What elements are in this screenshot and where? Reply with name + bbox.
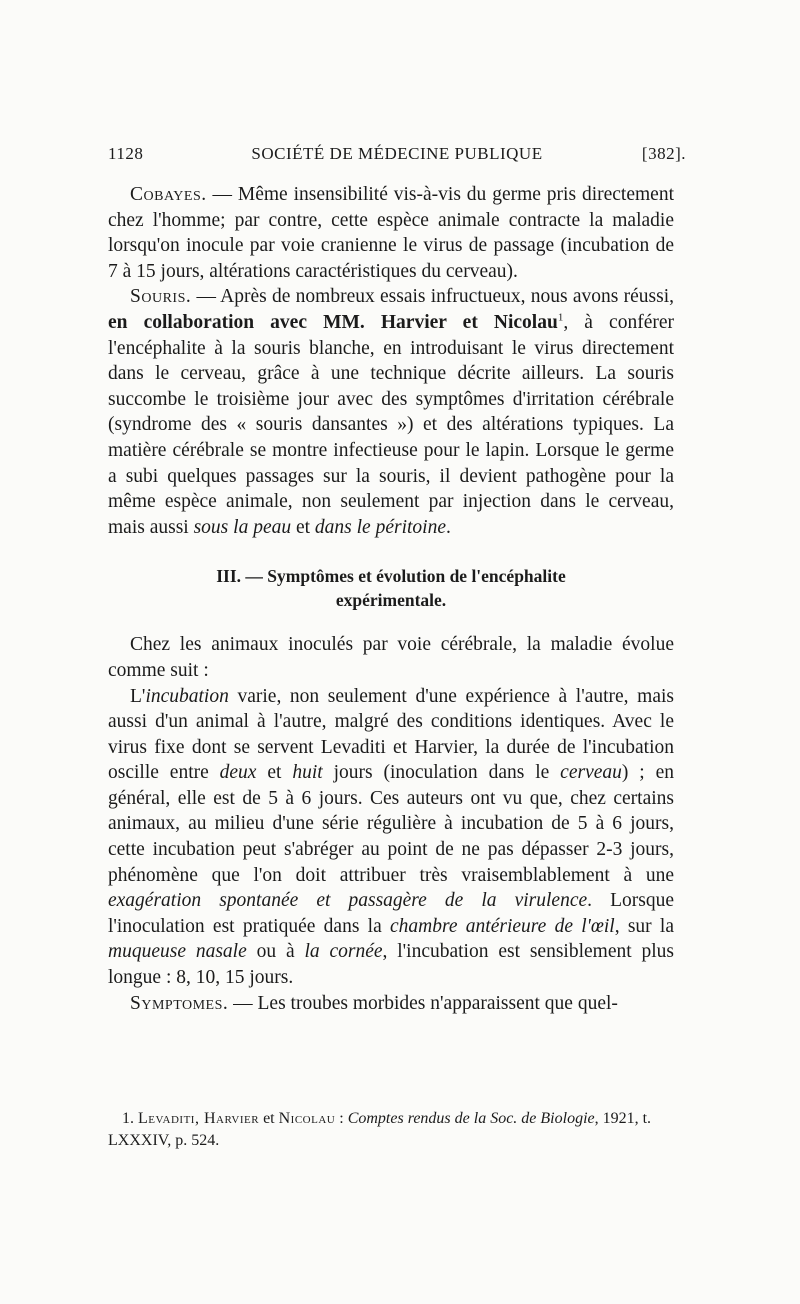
paragraph-text: , sur la — [614, 915, 675, 937]
paragraph-text: , à conférer l'encéphalite à la souris blanche, en introduisant le virus directement dans le cerveau, grâce à une technique décrite ailleurs. La souris succombe le troisième jour avec des symptômes d'irritation cérébrale (syndrome des « souris dansantes ») et des altérations typiques. La matière cérébrale se montre infectieuse pour le lapin. Lorsque le germe a subi quelques passages sur la souris, il devient pathogène pour la même espèce animale, non seulement par injection dans le cerveau, mais aussi — [108, 311, 674, 538]
paragraph-cobayes — [108, 182, 674, 284]
footnote — [108, 1108, 674, 1152]
paragraph-text: et — [256, 762, 293, 784]
footnote-author: Nicolau — [278, 1110, 336, 1127]
running-title: SOCIÉTÉ DE MÉDECINE PUBLIQUE — [251, 144, 543, 163]
italic-phrase: incubation — [145, 685, 229, 707]
paragraph-text: ) ; en général, elle est de 5 à 6 jours. Ces auteurs ont vu que, chez certains animaux, au milieu d'une série régulière à incubation de 5 à 6 jours, cette incubation peut s'abréger au point de ne pas dépasser 2-3 jours, phénomène que l'on doit attribuer très vraisemblablement à une — [108, 762, 674, 886]
section-heading-line-1: III. — Symptômes et évolution de l'encéphalite — [216, 566, 566, 587]
paragraph-text: jours (inoculation dans le — [322, 762, 561, 784]
footnote-text: , 1921, t. LXXXIV, p. 524. — [108, 1110, 652, 1149]
italic-phrase: chambre antérieure de l'œil — [390, 915, 615, 937]
text-body — [108, 182, 674, 1016]
paragraph-text: . — [446, 516, 451, 538]
italic-phrase: huit — [292, 762, 323, 784]
footnote-text: : — [335, 1110, 348, 1127]
paragraph-text: — Après de nombreux essais infructueux, nous avons réussi, — [191, 286, 674, 308]
italic-phrase: deux — [219, 762, 257, 784]
paragraph-text: — Même insensibilité vis-à-vis du germe pris directement chez l'homme; par contre, cette espèce animale contracte la maladie lorsqu'on inocule par voie cranienne le virus de passage (incubation de 7 à 15 jours, altérations caractéristiques du cerveau). — [108, 184, 674, 282]
footnote-text: et — [259, 1110, 279, 1127]
paragraph-text: ou à — [246, 941, 305, 963]
footnote-journal: Comptes rendus de la Soc. de Biologie — [347, 1110, 595, 1127]
section-heading-line-2: expérimentale. — [335, 590, 447, 611]
page-number: 1128 — [108, 144, 144, 163]
paragraph-text: , l'incubation est sensiblement plus longue : 8, 10, 15 jours. — [108, 941, 674, 989]
paragraph-term: Souris. — [130, 286, 192, 308]
paragraph-text: . Lorsque l'inoculation est pratiquée dans la — [108, 890, 674, 937]
paragraph-term: Symptomes. — [130, 992, 229, 1014]
collaboration-phrase: en collaboration avec MM. Harvier et Nicolau — [108, 311, 558, 333]
paragraph-text: et — [291, 516, 315, 538]
paragraph-text: varie, non seulement d'une expérience à l'autre, mais aussi d'un animal à l'autre, malgré des conditions identiques. Avec le virus fixe dont se servent Levaditi et Harvier, la durée de l'incubation oscille entre — [108, 685, 674, 784]
italic-phrase: sous la peau — [193, 516, 292, 538]
paragraph-text: — Les troubes morbides n'apparaissent que quel- — [228, 992, 618, 1014]
paragraph-text: L' — [130, 685, 146, 707]
paragraph-souris — [108, 284, 674, 540]
section-heading — [108, 564, 674, 612]
italic-phrase: dans le péritoine — [314, 516, 446, 538]
italic-phrase: exagération spontanée et passagère de la virulence — [108, 890, 588, 912]
footnote-authors: Levaditi, Harvier — [138, 1110, 260, 1127]
paragraph-intro: Chez les animaux inoculés par voie cérébrale, la maladie évolue comme suit : — [108, 634, 674, 681]
italic-phrase: la cornée — [304, 941, 383, 963]
paragraph-incubation — [108, 684, 674, 991]
italic-phrase: muqueuse nasale — [108, 941, 247, 963]
paragraph-symptomes — [108, 991, 674, 1017]
paragraph-term: Cobayes. — [130, 184, 207, 205]
footnote-number: 1. — [122, 1110, 134, 1127]
italic-phrase: cerveau — [560, 762, 622, 784]
footnote-marker: 1 — [557, 311, 564, 324]
bracket-page-number: [382]. — [641, 144, 686, 163]
